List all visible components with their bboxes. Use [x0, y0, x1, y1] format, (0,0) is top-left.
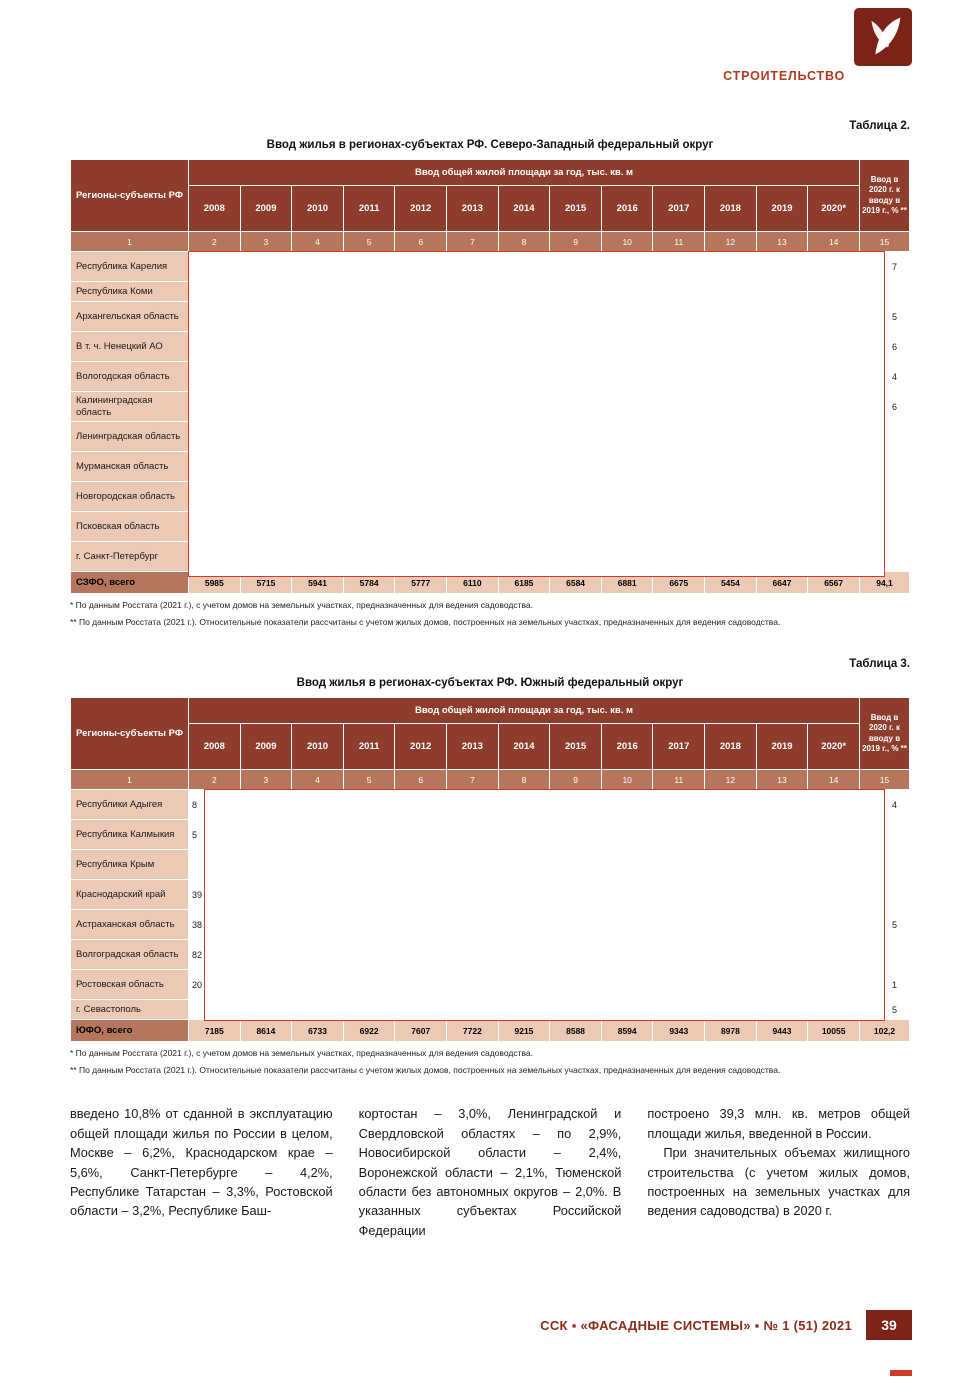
corner-mark [890, 1370, 912, 1376]
table3-label: Таблица 3. [849, 658, 910, 671]
column-number: 12 [705, 232, 757, 252]
total-value: 9443 [756, 1020, 808, 1042]
column-number: 4 [292, 232, 344, 252]
total-value: 6922 [343, 1020, 395, 1042]
footnote-1: * По данным Росстата (2021 г.), с учетом домов на земельных участках, предназначенных для ведения садоводства. [70, 600, 533, 610]
year-header: 2016 [601, 186, 653, 232]
column-number: 10 [601, 232, 653, 252]
pct-partial-cell: 6 [860, 392, 910, 422]
column-number: 5 [343, 770, 395, 790]
year-header: 2008 [189, 724, 241, 770]
table3-wrap [70, 697, 910, 1042]
region-name: Архангельская область [71, 302, 189, 332]
year-header: 2015 [550, 186, 602, 232]
column-number: 4 [292, 770, 344, 790]
page-content [70, 120, 910, 1240]
year-header: 2010 [292, 724, 344, 770]
column-number: 12 [705, 770, 757, 790]
page-number: 39 [866, 1310, 912, 1340]
region-col-header: Регионы-субъекты РФ [71, 160, 189, 232]
column-number: 6 [395, 770, 447, 790]
total-value: 5454 [705, 572, 757, 594]
region-name: Ростовская область [71, 970, 189, 1000]
region-name: Республика Крым [71, 850, 189, 880]
region-name: Краснодарский край [71, 880, 189, 910]
region-name: Псковская область [71, 512, 189, 542]
year-header: 2013 [447, 186, 499, 232]
body-text [70, 1104, 910, 1240]
column-number: 7 [447, 232, 499, 252]
year-header: 2020* [808, 724, 860, 770]
data-cell: 8 [189, 790, 241, 820]
table2-block [70, 120, 910, 628]
years-row [71, 724, 910, 770]
text-column-1: введено 10,8% от сданной в эксплуатацию общей площади жилья по России в целом, Москве – 6,2%, Краснодарском крае – 5,6%, Санкт-Петербурге – 4,2%, Республике Татарстан – 3,3%, Ростовской области – 3,2%, Республике Баш- [70, 1106, 333, 1219]
column-number: 7 [447, 770, 499, 790]
column-number: 10 [601, 770, 653, 790]
total-value: 7722 [447, 1020, 499, 1042]
year-header: 2010 [292, 186, 344, 232]
column-number: 8 [498, 770, 550, 790]
numbers-row [71, 232, 910, 252]
total-value: 8978 [705, 1020, 757, 1042]
numbers-row [71, 770, 910, 790]
total-value: 8594 [601, 1020, 653, 1042]
year-header: 2019 [756, 724, 808, 770]
region-name: Республика Карелия [71, 252, 189, 282]
table3-block [70, 658, 910, 1076]
data-cell: 5 [189, 820, 241, 850]
year-header: 2017 [653, 724, 705, 770]
pct-partial-cell: 5 [860, 910, 910, 940]
text-column-2: кортостан – 3,0%, Ленинградской и Свердловской областях – по 2,9%, Новосибирской области – 2,4%, Воронежской области – 2,1%, Тюменской области без автономных округов – 2,0%. В указанных субъектах Российской Федерации [358, 1106, 622, 1238]
column-number: 14 [808, 770, 860, 790]
total-pct: 102,2 [860, 1020, 910, 1042]
year-header: 2014 [498, 724, 550, 770]
column-number: 3 [240, 770, 292, 790]
footnote-2: ** По данным Росстата (2021 г.). Относительные показатели рассчитаны с учетом жилых домов, построенных на земельных участках, предназначенных для ведения садоводства. [70, 617, 781, 628]
footer-text: ССК ▪ «ФАСАДНЫЕ СИСТЕМЫ» ▪ № 1 (51) 2021 [540, 1317, 852, 1333]
region-name: Вологодская область [71, 362, 189, 392]
span-header: Ввод общей жилой площади за год, тыс. кв. м [189, 160, 860, 186]
column-number: 15 [860, 770, 910, 790]
column-number: 9 [550, 770, 602, 790]
column-number: 15 [860, 232, 910, 252]
pct-partial-cell: 5 [860, 302, 910, 332]
region-name: Астраханская область [71, 910, 189, 940]
section-header: СТРОИТЕЛЬСТВО [723, 69, 845, 83]
total-value: 5784 [343, 572, 395, 594]
page-footer [540, 1310, 912, 1340]
region-name: Калининградская область [71, 392, 189, 422]
table2-wrap [70, 159, 910, 594]
footnote-1: * По данным Росстата (2021 г.), с учетом домов на земельных участках, предназначенных для ведения садоводства. [70, 1048, 533, 1059]
total-label: СЗФО, всего [71, 572, 189, 594]
total-value: 5985 [189, 572, 241, 594]
region-name: г. Санкт-Петербург [71, 542, 189, 572]
year-header: 2008 [189, 186, 241, 232]
column-number: 2 [189, 770, 241, 790]
region-col-header: Регионы-субъекты РФ [71, 698, 189, 770]
data-cell: 82 [189, 940, 241, 970]
table2-title: Ввод жилья в регионах-субъектах РФ. Северо-Западный федеральный округ [266, 139, 714, 151]
total-row [71, 1020, 910, 1042]
total-value: 6185 [498, 572, 550, 594]
total-value: 8614 [240, 1020, 292, 1042]
region-name: Новгородская область [71, 482, 189, 512]
total-value: 9215 [498, 1020, 550, 1042]
total-value: 6567 [808, 572, 860, 594]
redaction-box [188, 251, 885, 577]
text-column-3 [647, 1104, 910, 1240]
column-number: 1 [71, 770, 189, 790]
pct-col-header: Ввод в 2020 г. к вводу в 2019 г., % ** [860, 160, 910, 232]
year-header: 2018 [705, 186, 757, 232]
year-header: 2015 [550, 724, 602, 770]
column-number: 3 [240, 232, 292, 252]
total-value: 6675 [653, 572, 705, 594]
redaction-box [204, 789, 885, 1021]
year-header: 2012 [395, 186, 447, 232]
region-name: Мурманская область [71, 452, 189, 482]
header-row-1 [71, 160, 910, 186]
region-name: Республика Коми [71, 282, 189, 302]
pct-partial-cell: 4 [860, 790, 910, 820]
year-header: 2009 [240, 724, 292, 770]
total-value: 7607 [395, 1020, 447, 1042]
pct-partial-cell: 7 [860, 252, 910, 282]
paragraph: построено 39,3 млн. кв. метров общей площади жилья, введенной в России. [647, 1106, 911, 1141]
pct-partial-cell: 4 [860, 362, 910, 392]
total-value: 6584 [550, 572, 602, 594]
total-value: 6110 [447, 572, 499, 594]
years-row [71, 186, 910, 232]
pct-partial-cell: 6 [860, 332, 910, 362]
region-name: г. Севастополь [71, 1000, 189, 1020]
column-number: 6 [395, 232, 447, 252]
region-name: Республика Калмыкия [71, 820, 189, 850]
column-number: 13 [756, 770, 808, 790]
table3-title: Ввод жилья в регионах-субъектах РФ. Южный федеральный округ [296, 677, 684, 690]
column-number: 13 [756, 232, 808, 252]
data-cell: 38 [189, 910, 241, 940]
total-value: 6881 [601, 572, 653, 594]
region-name: Волгоградская область [71, 940, 189, 970]
year-header: 2016 [601, 724, 653, 770]
column-number: 2 [189, 232, 241, 252]
column-number: 11 [653, 232, 705, 252]
pct-partial-cell: 5 [860, 1000, 910, 1020]
total-label: ЮФО, всего [71, 1020, 189, 1042]
header-row-1 [71, 698, 910, 724]
year-header: 2013 [447, 724, 499, 770]
region-name: Республики Адыгея [71, 790, 189, 820]
year-header: 2018 [705, 724, 757, 770]
total-value: 10055 [808, 1020, 860, 1042]
column-number: 5 [343, 232, 395, 252]
total-value: 6733 [292, 1020, 344, 1042]
footnote-2: ** По данным Росстата (2021 г.). Относительные показатели рассчитаны с учетом жилых домов, построенных на земельных участках, предназначенных для ведения садоводства. [70, 1065, 781, 1076]
year-header: 2020* [808, 186, 860, 232]
total-value: 8588 [550, 1020, 602, 1042]
span-header: Ввод общей жилой площади за год, тыс. кв. м [189, 698, 860, 724]
data-cell: 39 [189, 880, 241, 910]
total-value: 6647 [756, 572, 808, 594]
year-header: 2012 [395, 724, 447, 770]
total-value: 7185 [189, 1020, 241, 1042]
pct-col-header: Ввод в 2020 г. к вводу в 2019 г., % ** [860, 698, 910, 770]
total-pct: 94,1 [860, 572, 910, 594]
year-header: 2011 [343, 724, 395, 770]
ssk-logo-icon [854, 8, 912, 66]
table2-label: Таблица 2. [849, 120, 910, 132]
year-header: 2019 [756, 186, 808, 232]
total-value: 9343 [653, 1020, 705, 1042]
column-number: 9 [550, 232, 602, 252]
region-name: Ленинградская область [71, 422, 189, 452]
year-header: 2009 [240, 186, 292, 232]
year-header: 2011 [343, 186, 395, 232]
year-header: 2014 [498, 186, 550, 232]
region-name: В т. ч. Ненецкий АО [71, 332, 189, 362]
column-number: 14 [808, 232, 860, 252]
total-value: 5777 [395, 572, 447, 594]
paragraph: При значительных объемах жилищного строительства (с учетом жилых домов, построенных на земельных участках для ведения садоводства) в 2020 г. [647, 1145, 911, 1219]
total-value: 5715 [240, 572, 292, 594]
year-header: 2017 [653, 186, 705, 232]
column-number: 11 [653, 770, 705, 790]
column-number: 8 [498, 232, 550, 252]
column-number: 1 [71, 232, 189, 252]
total-value: 5941 [292, 572, 344, 594]
pct-partial-cell: 1 [860, 970, 910, 1000]
data-cell: 20 [189, 970, 241, 1000]
